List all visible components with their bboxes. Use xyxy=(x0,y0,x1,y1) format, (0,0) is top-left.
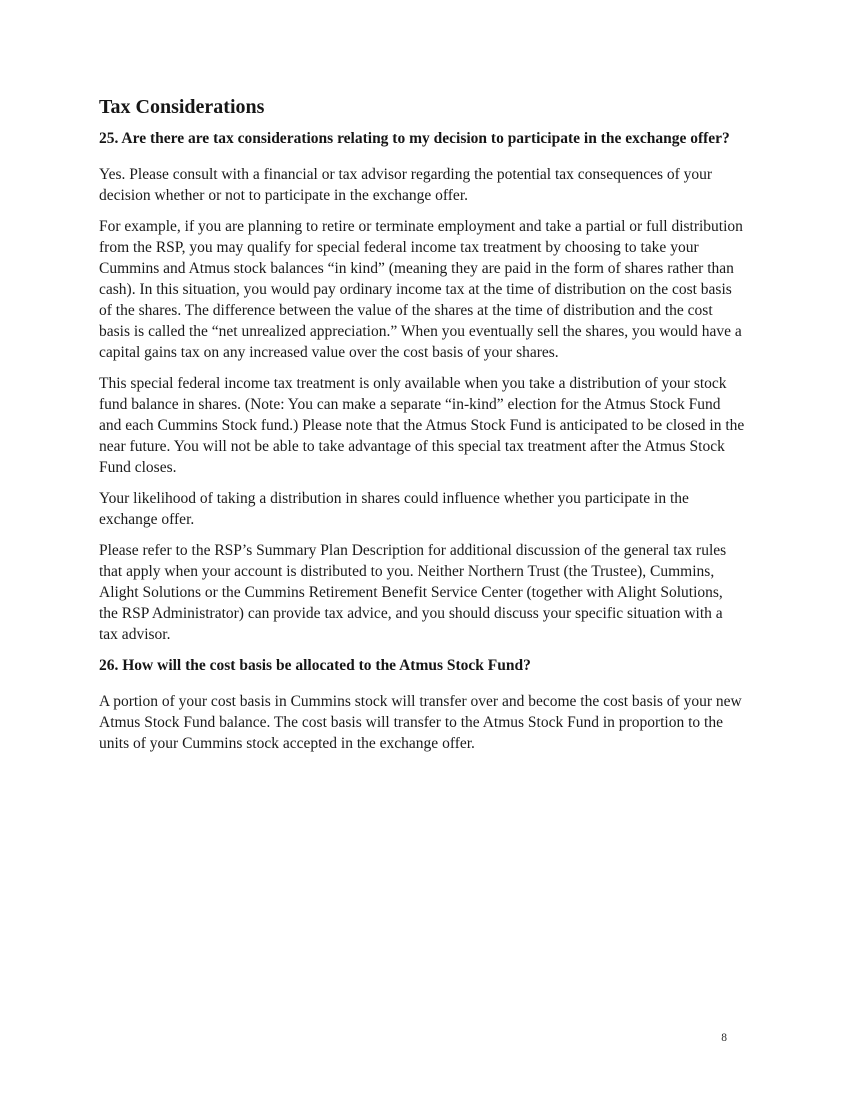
question-26-paragraph-1: A portion of your cost basis in Cummins stock will transfer over and become the cost basis of your new Atmus Stock Fund balance. The cost basis will transfer to the Atmus Stock Fund in proportion to the units of your Cummins stock accepted in the exchange offer. xyxy=(99,693,742,752)
page-number: 8 xyxy=(721,1032,727,1044)
question-25-paragraph-4: Your likelihood of taking a distribution in shares could influence whether you participate in the exchange offer. xyxy=(99,490,689,528)
section-title: Tax Considerations xyxy=(99,96,265,118)
question-25-paragraph-5: Please refer to the RSP’s Summary Plan Description for additional discussion of the general tax rules that apply when your account is distributed to you. Neither Northern Trust (the Trustee), Cummins, Alight Solutions or the Cummins Retirement Benefit Service Center (together with Alight Solutions, the RSP Administrator) can provide tax advice, and you should discuss your specific situation with a tax advisor. xyxy=(99,542,727,643)
question-25-paragraph-3: This special federal income tax treatment is only available when you take a distribution of your stock fund balance in shares. (Note: You can make a separate “in-kind” election for the Atmus Stock Fund and each Cummins Stock fund.) Please note that the Atmus Stock Fund is anticipated to be closed in the near future. You will not be able to take advantage of this special tax treatment after the Atmus Stock Fund closes. xyxy=(99,375,745,476)
question-25-paragraph-1: Yes. Please consult with a financial or tax advisor regarding the potential tax consequences of your decision whether or not to participate in the exchange offer. xyxy=(99,166,713,204)
document-content xyxy=(99,94,745,764)
question-25-heading: 25. Are there are tax considerations relating to my decision to participate in the exchange offer? xyxy=(99,130,730,147)
question-25-paragraph-2: For example, if you are planning to retire or terminate employment and take a partial or full distribution from the RSP, you may qualify for special federal income tax treatment by choosing to take your Cummins and Atmus stock balances “in kind” (meaning they are paid in the form of shares rather than cash). In this situation, you would pay ordinary income tax at the time of distribution on the cost basis of the shares. The difference between the value of the shares at the time of distribution and the cost basis is called the “net unrealized appreciation.” When you eventually sell the shares, you would have a capital gains tax on any increased value over the cost basis of your shares. xyxy=(99,218,743,361)
question-26-heading: 26. How will the cost basis be allocated to the Atmus Stock Fund? xyxy=(99,657,531,674)
